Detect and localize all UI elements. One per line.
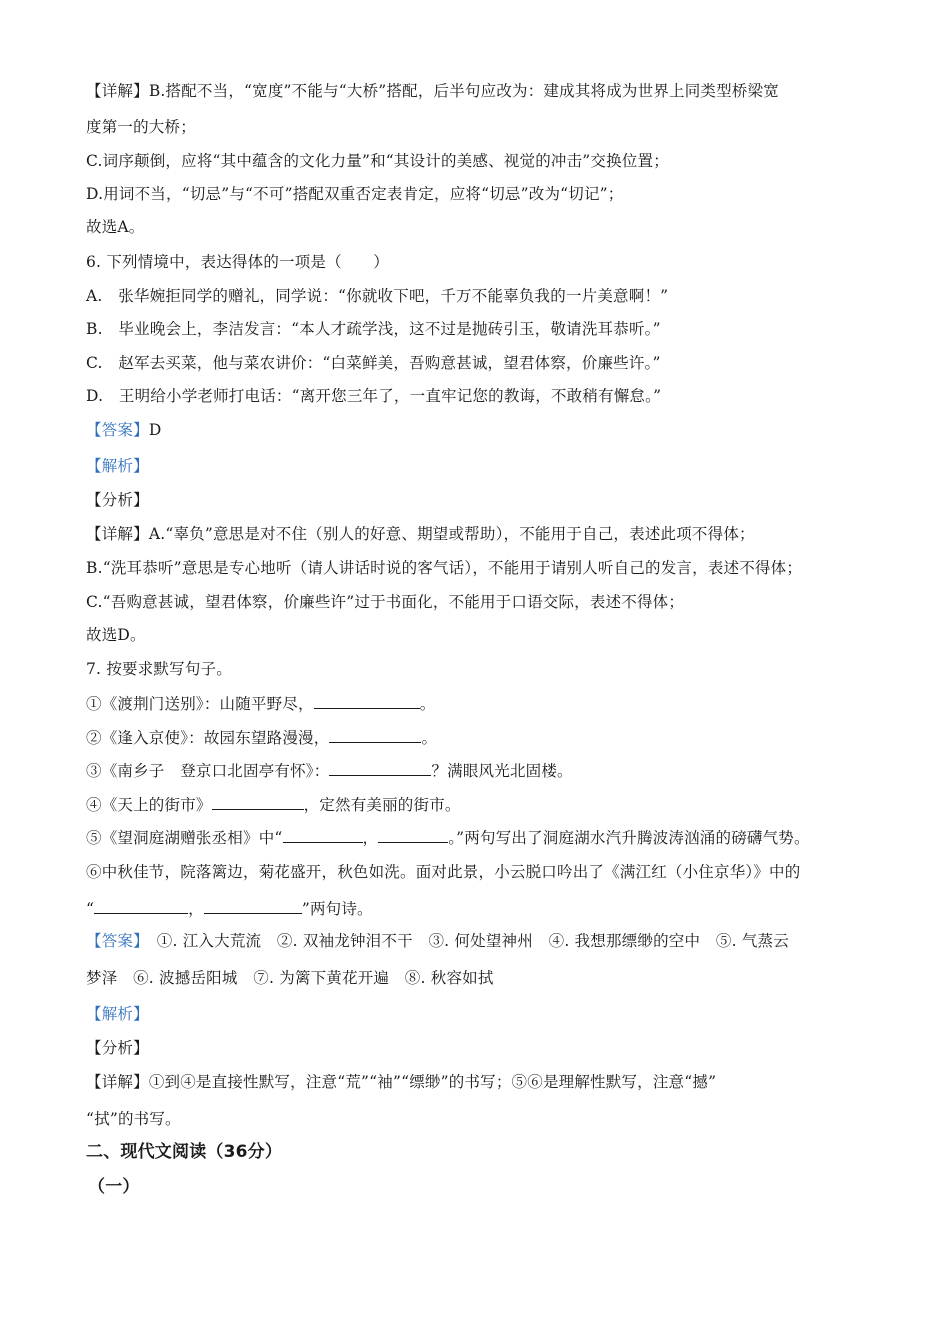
question-6-option-d: D. 王明给小学老师打电话：“离开您三年了，一直牢记您的教诲，不敢稍有懈怠。” [86, 387, 662, 405]
item-text: ”两句诗。 [301, 900, 373, 918]
question-7-item-6: ⑥中秋佳节，院落篱边，菊花盛开，秋色如洗。面对此景，小云脱口吟出了《满江红（小住京华）》中的 [86, 863, 801, 881]
item-text: ②《逢入京使》：故园东望路漫漫， [86, 729, 330, 747]
answer-label: 【答案】 [86, 421, 149, 439]
question-7-item-5 [86, 827, 876, 849]
question-7-item-1 [86, 693, 876, 715]
fill-blank [329, 761, 431, 776]
item-text: ①《渡荆门送别》：山随平野尽， [86, 695, 314, 713]
item-text: 。 [419, 695, 436, 713]
item-text: 。 [421, 729, 438, 747]
question-7-answer-cont: 梦泽 ⑥. 波撼岳阳城 ⑦. 为篱下黄花开遍 ⑧. 秋容如拭 [86, 969, 494, 987]
detail-text: ①到④是直接性默写，注意“荒”“袖”“缥缈”的书写；⑤⑥是理解性默写，注意“撼” [148, 1073, 717, 1091]
question-6-conclusion: 故选D。 [86, 626, 146, 644]
question-7-item-2 [86, 727, 876, 749]
fill-blank [283, 828, 363, 843]
question-7-stem: 7. 按要求默写句子。 [86, 660, 232, 678]
question-7-item-4 [86, 794, 876, 816]
question-6-detail-c: C.“吾购意甚诚，望君体察，价廉些许”过于书面化，不能用于口语交际，表述不得体； [86, 593, 685, 611]
answer-value: D [148, 421, 162, 439]
item-text: ， [362, 829, 379, 847]
detail-label: 【详解】 [86, 1073, 149, 1091]
item-text: “ [86, 900, 95, 918]
question-6-option-a: A. 张华婉拒同学的赠礼，同学说：“你就收下吧，千万不能辜负我的一片美意啊！” [86, 287, 669, 305]
question-7-answer [86, 930, 876, 952]
detail-text: A.“辜负”意思是对不住（别人的好意、期望或帮助），不能用于自己，表述此项不得体； [148, 525, 755, 543]
fill-blank [204, 899, 302, 914]
answer-text: ①. 江入大荒流 ②. 双袖龙钟泪不干 ③. 何处望神州 ④. 我想那缥缈的空中 ⑤. 气蒸云 [141, 932, 789, 950]
item-text: ，定然有美丽的街市。 [303, 796, 461, 814]
detail-label: 【详解】 [86, 82, 149, 100]
question-6-option-b: B. 毕业晚会上，李洁发言：“本人才疏学浅，这不过是抛砖引玉，敬请洗耳恭听。” [86, 320, 661, 338]
detail-text: B.搭配不当，“宽度”不能与“大桥”搭配，后半句应改为：建成其将成为世界上同类型桥梁宽 [148, 82, 779, 100]
question-6-detail-a [86, 523, 876, 545]
fill-blank [329, 728, 421, 743]
item-text: ⑤《望洞庭湖赠张丞相》中“ [86, 829, 283, 847]
item-text: ， [188, 900, 204, 918]
question-6-stem: 6. 下列情境中，表达得体的一项是（ ） [86, 253, 389, 271]
question-6-fenxi-label: 【分析】 [86, 491, 149, 509]
fill-blank [94, 899, 188, 914]
item-text: ？满眼风光北固楼。 [431, 762, 573, 780]
fill-blank [378, 828, 448, 843]
question-7-fenxi-label: 【分析】 [86, 1039, 149, 1057]
question-6-option-c: C. 赵军去买菜，他与菜农讲价：“白菜鲜美，吾购意甚诚，望君体察，价廉些许。” [86, 354, 661, 372]
question-7-analysis-label: 【解析】 [86, 1005, 149, 1023]
question-7-detail [86, 1071, 876, 1093]
question-7-item-6-blanks [86, 898, 876, 920]
question-6-detail-b: B.“洗耳恭听”意思是专心地听（请人讲话时说的客气话），不能用于请别人听自己的发言，表述不得体； [86, 559, 803, 577]
section-heading-modern-reading: 二、现代文阅读（36分） [86, 1142, 283, 1162]
subsection-heading-1: （一） [88, 1177, 140, 1197]
fill-blank [314, 694, 420, 709]
fill-blank [212, 795, 304, 810]
detail-line-c: C.词序颠倒，应将“其中蕴含的文化力量”和“其设计的美感、视觉的冲击”交换位置； [86, 152, 669, 170]
detail-line-b [86, 80, 876, 102]
item-text: ④《天上的街市》 [86, 796, 212, 814]
item-text: ③《南乡子 登京口北固亭有怀》： [86, 762, 330, 780]
detail-line-b-cont: 度第一的大桥； [86, 118, 196, 136]
answer-label: 【答案】 [86, 932, 142, 950]
question-7-detail-cont: “拭”的书写。 [86, 1110, 181, 1128]
question-6-answer [86, 419, 876, 441]
detail-line-d: D.用词不当，“切忌”与“不可”搭配双重否定表肯定，应将“切忌”改为“切记”； [86, 185, 624, 203]
question-6-analysis-label: 【解析】 [86, 457, 149, 475]
item-text: 。”两句写出了洞庭湖水汽升腾波涛汹涌的磅礴气势。 [448, 829, 810, 847]
detail-label: 【详解】 [86, 525, 149, 543]
conclusion-line: 故选A。 [86, 218, 145, 236]
question-7-item-3 [86, 760, 876, 782]
